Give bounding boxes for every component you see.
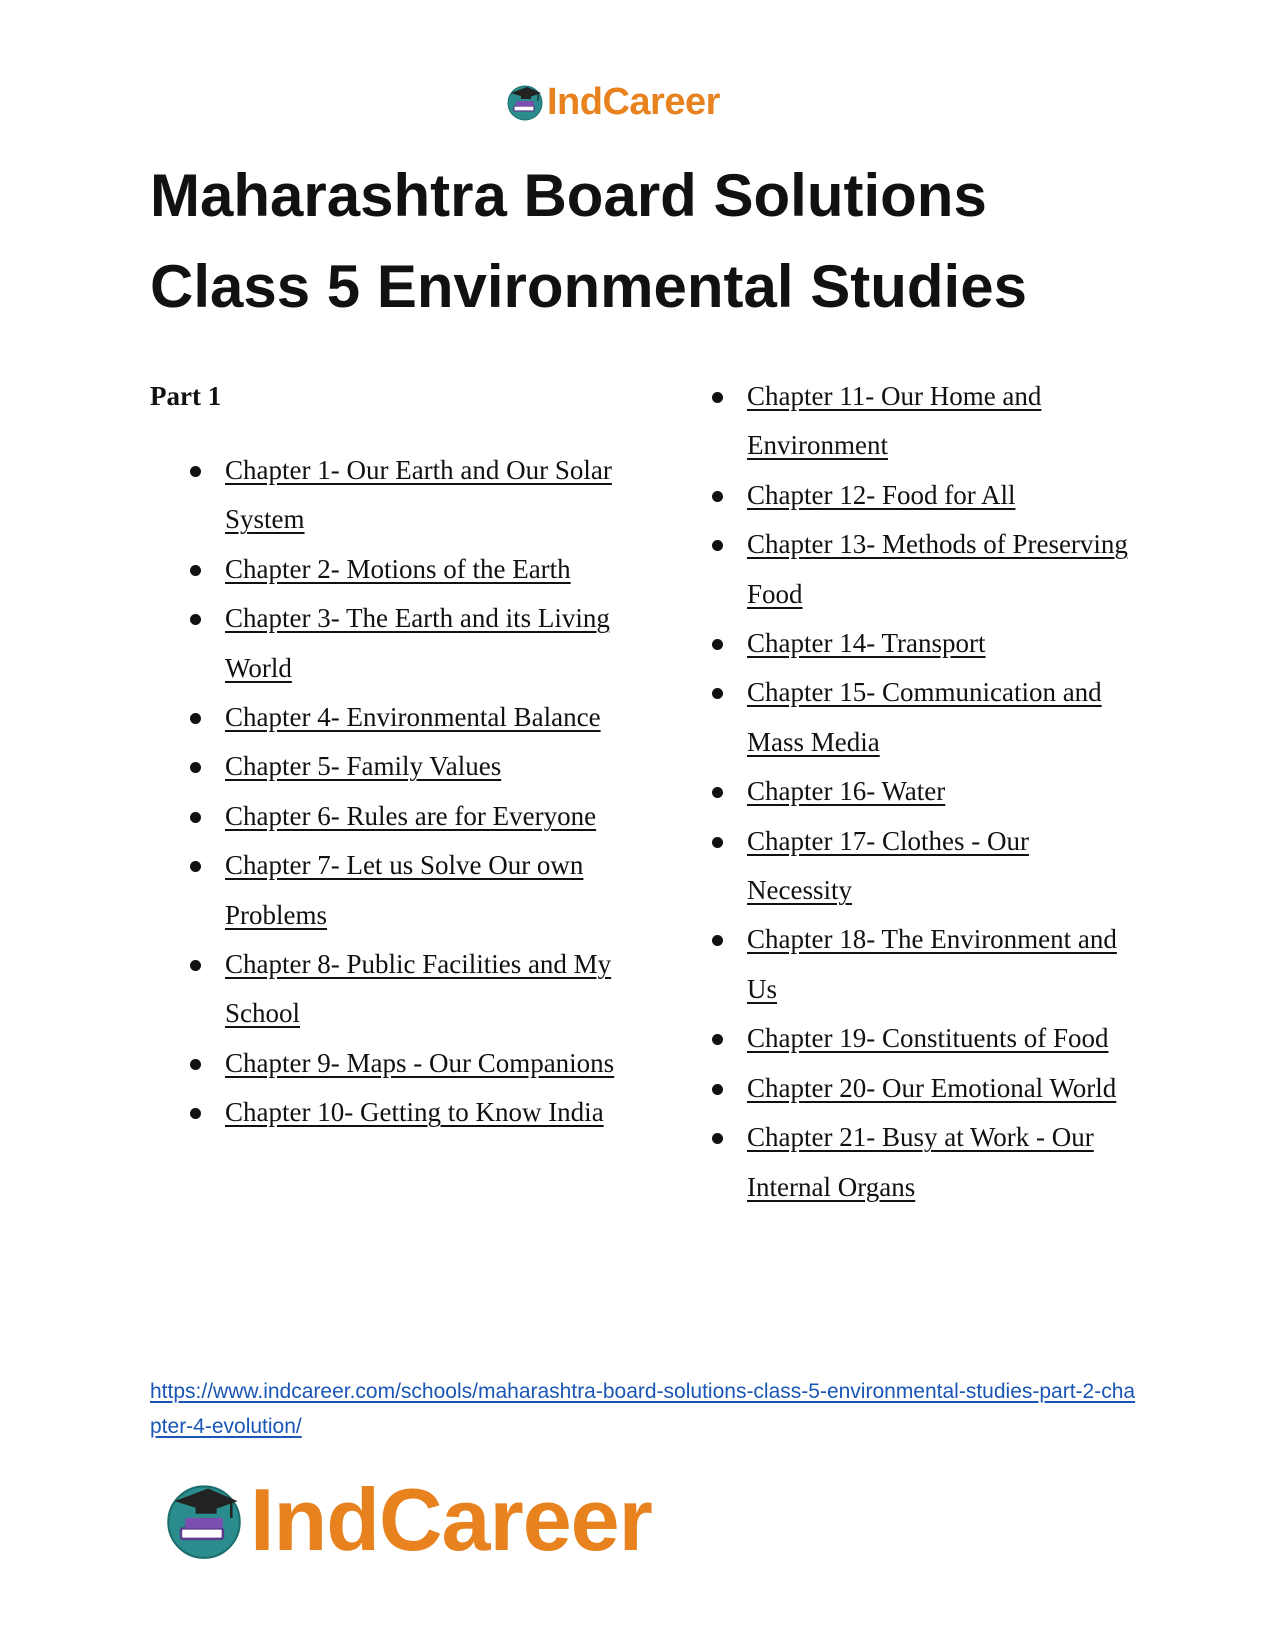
title-line-1: Maharashtra Board Solutions bbox=[150, 162, 987, 229]
list-item bbox=[672, 1113, 1137, 1212]
chapter-column-right bbox=[672, 372, 1132, 1212]
chapter-link[interactable]: Chapter 17- Clothes - Our Necessity bbox=[747, 825, 1029, 906]
bullet-icon bbox=[190, 1108, 201, 1119]
list-item bbox=[150, 792, 645, 841]
chapter-link[interactable]: Chapter 1- Our Earth and Our Solar System bbox=[225, 455, 612, 535]
bullet-icon bbox=[190, 762, 201, 773]
graduation-cap-books-globe-icon bbox=[505, 82, 545, 122]
list-item bbox=[150, 1039, 645, 1088]
bullet-icon bbox=[190, 565, 201, 576]
list-item bbox=[672, 817, 1137, 916]
part-label: Part 1 bbox=[150, 381, 222, 411]
bullet-icon bbox=[712, 688, 723, 699]
chapter-link[interactable]: Chapter 2- Motions of the Earth bbox=[225, 553, 571, 584]
chapter-link[interactable]: Chapter 20- Our Emotional World bbox=[747, 1072, 1117, 1103]
footer-url-link[interactable]: https://www.indcareer.com/schools/maharashtra-board-solutions-class-5-environmental-studies-part-2-chapter-4-evolution/ bbox=[150, 1380, 1136, 1438]
chapter-link[interactable]: Chapter 11- Our Home and Environment bbox=[747, 381, 1042, 461]
chapter-link[interactable]: Chapter 9- Maps - Our Companions bbox=[225, 1047, 615, 1078]
list-item bbox=[672, 767, 1137, 816]
chapter-column-left bbox=[150, 372, 615, 1138]
chapter-link[interactable]: Chapter 10- Getting to Know India bbox=[225, 1097, 604, 1128]
page-title bbox=[150, 150, 1150, 332]
list-item bbox=[672, 1014, 1137, 1063]
list-item bbox=[672, 520, 1137, 619]
bullet-icon bbox=[190, 861, 201, 872]
chapter-list-left bbox=[150, 446, 615, 1138]
list-item bbox=[150, 446, 645, 545]
list-item bbox=[672, 915, 1137, 1014]
bullet-icon bbox=[190, 1059, 201, 1070]
chapter-link[interactable]: Chapter 15- Communication and Mass Media bbox=[747, 677, 1102, 757]
title-line-2: Class 5 Environmental Studies bbox=[150, 253, 1027, 320]
bullet-icon bbox=[712, 837, 723, 848]
logo-text: IndCareer bbox=[250, 1470, 652, 1569]
bullet-icon bbox=[190, 466, 201, 477]
bullet-icon bbox=[712, 491, 723, 502]
bullet-icon bbox=[712, 1034, 723, 1045]
bullet-icon bbox=[190, 960, 201, 971]
chapter-link[interactable]: Chapter 18- The Environment and Us bbox=[747, 924, 1117, 1004]
logo-text: IndCareer bbox=[547, 81, 720, 123]
bullet-icon bbox=[190, 812, 201, 823]
list-item bbox=[150, 742, 645, 791]
bullet-icon bbox=[712, 935, 723, 946]
bullet-icon bbox=[712, 392, 723, 403]
list-item bbox=[150, 1088, 645, 1137]
list-item bbox=[150, 693, 645, 742]
chapter-link[interactable]: Chapter 14- Transport bbox=[747, 628, 986, 659]
bullet-icon bbox=[712, 540, 723, 551]
graduation-cap-books-globe-icon bbox=[162, 1478, 246, 1562]
chapter-link[interactable]: Chapter 13- Methods of Preserving Food bbox=[747, 529, 1128, 609]
chapter-link[interactable]: Chapter 12- Food for All bbox=[747, 479, 1016, 510]
chapter-link[interactable]: Chapter 5- Family Values bbox=[225, 751, 502, 782]
list-item bbox=[150, 594, 645, 693]
chapter-link[interactable]: Chapter 7- Let us Solve Our own Problems bbox=[225, 850, 584, 930]
bullet-icon bbox=[190, 713, 201, 724]
indcareer-logo-top[interactable] bbox=[505, 80, 720, 124]
bullet-icon bbox=[712, 639, 723, 650]
chapter-link[interactable]: Chapter 19- Constituents of Food bbox=[747, 1023, 1109, 1054]
bullet-icon bbox=[712, 787, 723, 798]
list-item bbox=[672, 668, 1137, 767]
list-item bbox=[150, 545, 645, 594]
bullet-icon bbox=[190, 614, 201, 625]
bullet-icon bbox=[712, 1084, 723, 1095]
list-item bbox=[150, 940, 645, 1039]
bullet-icon bbox=[712, 1133, 723, 1144]
chapter-list-right bbox=[672, 372, 1132, 1212]
chapter-link[interactable]: Chapter 16- Water bbox=[747, 776, 946, 807]
list-item bbox=[672, 471, 1137, 520]
chapter-link[interactable]: Chapter 4- Environmental Balance bbox=[225, 702, 601, 733]
chapter-link[interactable]: Chapter 21- Busy at Work - Our Internal Organs bbox=[747, 1122, 1094, 1202]
list-item bbox=[150, 841, 645, 940]
chapter-link[interactable]: Chapter 3- The Earth and its Living World bbox=[225, 603, 610, 683]
chapter-link[interactable]: Chapter 8- Public Facilities and My School bbox=[225, 949, 612, 1029]
list-item bbox=[672, 1064, 1137, 1113]
indcareer-logo-bottom[interactable] bbox=[162, 1472, 652, 1568]
list-item bbox=[672, 372, 1137, 471]
chapter-link[interactable]: Chapter 6- Rules are for Everyone bbox=[225, 800, 597, 831]
list-item bbox=[672, 619, 1137, 668]
